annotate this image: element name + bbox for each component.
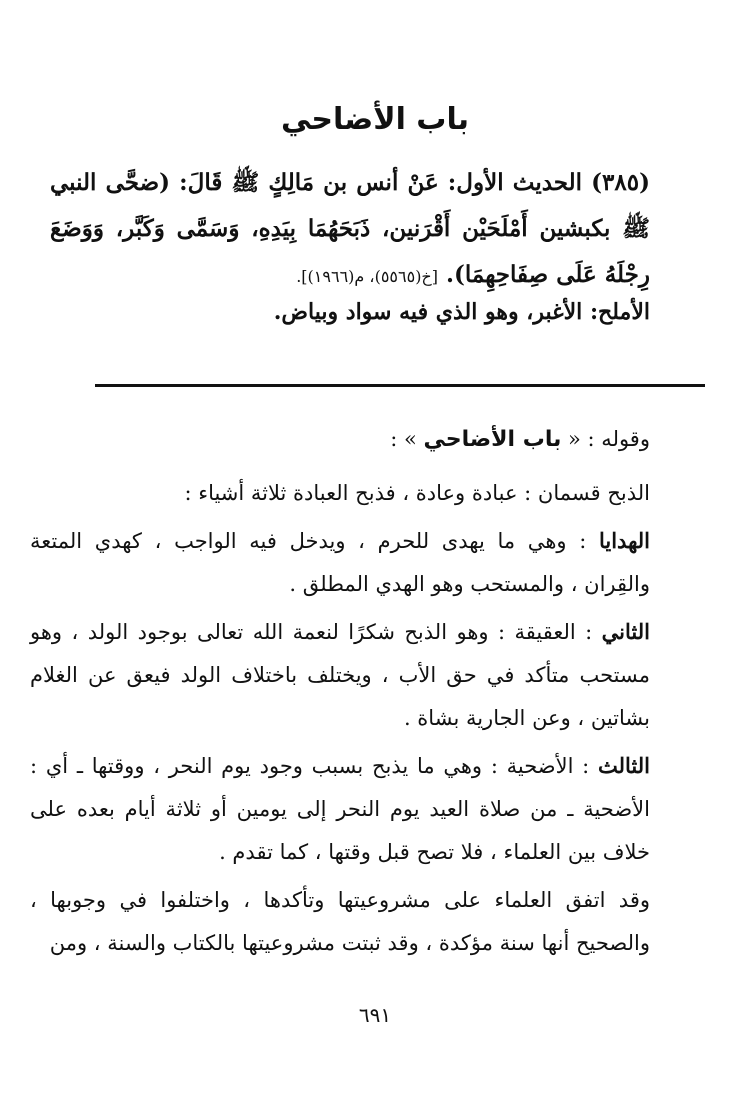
- hadith-text: (٣٨٥) الحديث الأول: عَنْ أنس بن مَالِكٍ ﷺ قَالَ: (ضحَّى النبي ﷺ بكبشين أَمْلَحَيْن أَقْرَنين، ذَبَحَهُمَا بِيَدِهِ، وَسَمَّى وَكَبَّر، وَوَضَعَ رِجْلَهُ عَلَى صِفَاحِهِمَا).: [50, 169, 650, 288]
- section-divider: [95, 384, 705, 387]
- paragraph-text: الذبح قسمان : عبادة وعادة ، فذبح العبادة ثلاثة أشياء :: [184, 481, 650, 505]
- paragraph-text: : الأضحية : وهي ما يذبح بسبب وجود يوم النحر ، ووقتها ـ أي : الأضحية ـ من صلاة العيد يوم النحر إلى يومين أو ثلاثة أيام بعده على خلاف بين العلماء ، فلا تصح قبل وقتها ، كما تقدم .: [30, 754, 650, 864]
- paragraph-lead: الهدايا: [598, 528, 650, 553]
- intro-after: » :: [390, 427, 417, 451]
- page-number: ٦٩١: [358, 1003, 392, 1027]
- commentary-block: [30, 418, 650, 969]
- hadith-reference: [خ(٥٥٦٥)، م(١٩٦٦)].: [296, 267, 438, 286]
- commentary-intro: [30, 418, 650, 461]
- chapter-title: باب الأضاحي: [281, 102, 469, 137]
- commentary-paragraph: [30, 744, 650, 874]
- paragraph-lead: الثالث: [598, 753, 650, 778]
- word-gloss: الأملح: الأغبر، وهو الذي فيه سواد وبياض.: [273, 299, 650, 325]
- paragraph-text: وقد اتفق العلماء على مشروعيتها وتأكدها ، واختلفوا في وجوبها ، والصحيح أنها سنة مؤكدة ، وقد ثبتت مشروعيتها بالكتاب والسنة ، ومن: [30, 888, 650, 955]
- commentary-paragraph: [30, 519, 650, 606]
- intro-before: وقوله : «: [568, 427, 650, 451]
- paragraph-text: : وهي ما يهدى للحرم ، ويدخل فيه الواجب ، كهدي المتعة والقِران ، والمستحب وهو الهدي المطلق .: [30, 529, 650, 596]
- paragraph-lead: الثاني: [601, 619, 650, 644]
- commentary-paragraph: [30, 471, 650, 515]
- paragraph-text: : العقيقة : وهو الذبح شكرًا لنعمة الله تعالى بوجود الولد ، وهو مستحب متأكد في حق الأب ، ويختلف باختلاف الولد فيعق عن الغلام بشاتين ، وعن الجارية بشاة .: [30, 620, 650, 730]
- commentary-paragraph: [30, 610, 650, 740]
- commentary-paragraph: [30, 878, 650, 965]
- hadith-block: [50, 160, 650, 300]
- intro-chapter-name: باب الأضاحي: [423, 427, 562, 452]
